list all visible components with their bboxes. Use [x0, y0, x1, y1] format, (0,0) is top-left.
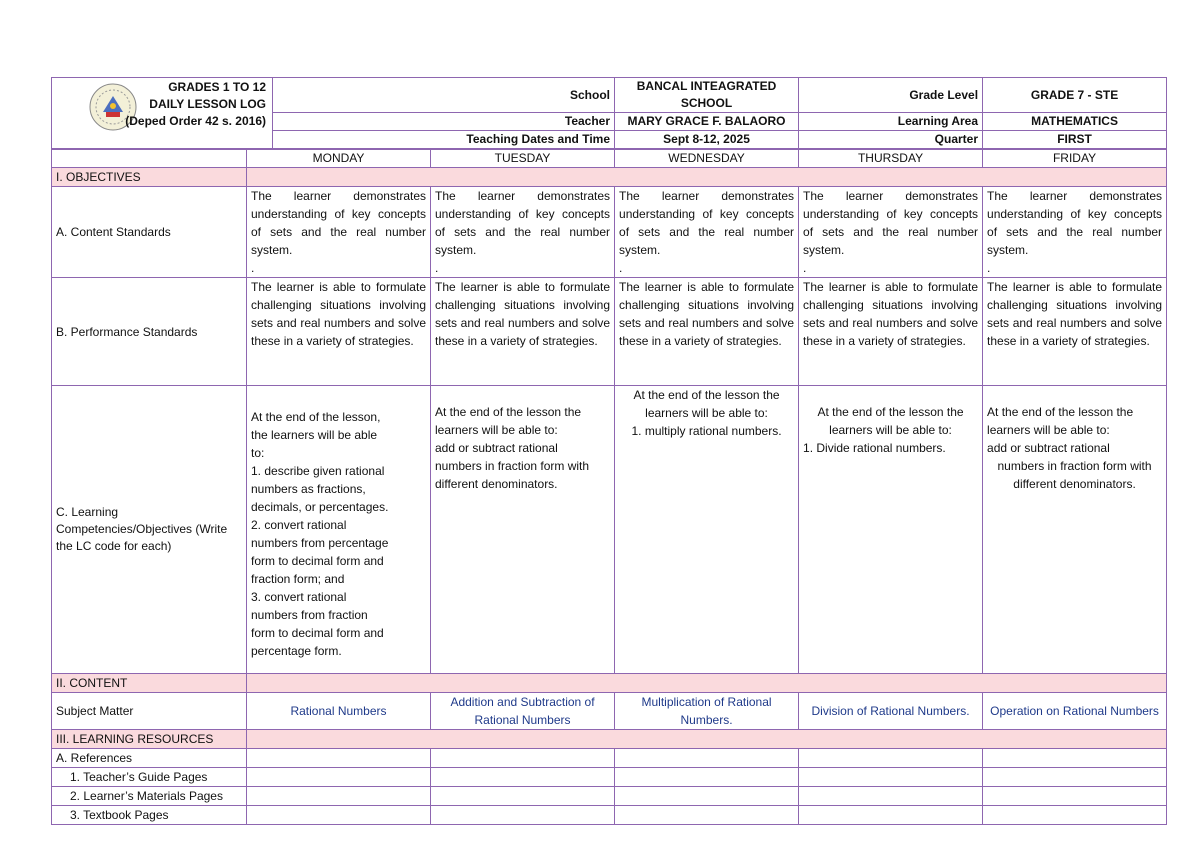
competencies-friday-line: add or subtract rational: [987, 441, 1110, 455]
quarter-label: Quarter: [799, 131, 983, 150]
subject-wednesday: Multiplication of Rational Numbers.: [615, 693, 799, 730]
content-standards-thursday-dot: .: [803, 261, 807, 275]
day-header-row: [52, 149, 1167, 168]
competencies-tuesday-line: add or subtract rational: [435, 441, 558, 455]
school-value: BANCAL INTEAGRATED SCHOOL: [615, 78, 799, 113]
content-standards-row: [52, 187, 1167, 278]
teacher-guide-row: [52, 768, 1167, 787]
references-thursday: [799, 749, 983, 768]
competencies-monday-line: percentage form.: [251, 644, 342, 658]
textbook-thursday: [799, 806, 983, 825]
day-wednesday: WEDNESDAY: [615, 149, 799, 168]
competencies-monday-line: numbers from percentage: [251, 536, 389, 550]
content-standards-friday: [983, 187, 1167, 278]
performance-standards-monday: The learner is able to formulate challenging situations involving sets and real numbers and solve these in a variety of strategies.: [247, 278, 431, 386]
content-standards-label: A. Content Standards: [52, 187, 247, 278]
lesson-log-table: [51, 77, 1167, 825]
competencies-friday-line: At the end of the lesson the: [987, 405, 1134, 419]
references-friday: [983, 749, 1167, 768]
teacher-guide-friday: [983, 768, 1167, 787]
competencies-monday-line: 1. describe given rational: [251, 464, 385, 478]
competencies-friday-line: different denominators.: [1013, 477, 1136, 491]
competencies-tuesday-line: At the end of the lesson the: [435, 405, 582, 419]
subject-thursday: Division of Rational Numbers.: [799, 693, 983, 730]
header-row-school: [52, 78, 1167, 113]
competencies-monday-line: numbers as fractions,: [251, 482, 366, 496]
competencies-monday: [247, 386, 431, 674]
competencies-tuesday-line: different denominators.: [435, 477, 558, 491]
competencies-wednesday-line: At the end of the lesson the: [633, 388, 780, 402]
content-standards-monday: [247, 187, 431, 278]
header-title-cell: [52, 78, 273, 150]
competencies-monday-line: decimals, or percentages.: [251, 500, 389, 514]
references-monday: [247, 749, 431, 768]
teacher-guide-wednesday: [615, 768, 799, 787]
references-wednesday: [615, 749, 799, 768]
competencies-thursday-line: 1. Divide rational numbers.: [803, 441, 946, 455]
day-thursday: THURSDAY: [799, 149, 983, 168]
performance-standards-tuesday: The learner is able to formulate challenging situations involving sets and real numbers and solve these in a variety of strategies.: [431, 278, 615, 386]
competencies-thursday: [799, 386, 983, 674]
competencies-monday-line: At the end of the lesson,: [251, 410, 381, 424]
performance-standards-friday: The learner is able to formulate challenging situations involving sets and real numbers and solve these in a variety of strategies.: [983, 278, 1167, 386]
day-header-blank: [52, 149, 247, 168]
competencies-wednesday: [615, 386, 799, 674]
resources-section-row: [52, 730, 1167, 749]
learner-materials-wednesday: [615, 787, 799, 806]
learner-materials-monday: [247, 787, 431, 806]
content-standards-friday-text: The learner demonstrates understanding of key concepts of sets and the real number system.: [987, 189, 1163, 257]
learner-materials-thursday: [799, 787, 983, 806]
content-section-row: [52, 674, 1167, 693]
competencies-thursday-lines: [803, 386, 978, 457]
performance-standards-label: B. Performance Standards: [52, 278, 247, 386]
grade-label: Grade Level: [799, 78, 983, 113]
learner-materials-row: [52, 787, 1167, 806]
learner-materials-tuesday: [431, 787, 615, 806]
content-section-label: II. CONTENT: [52, 674, 247, 693]
content-standards-monday-dot: .: [251, 261, 255, 275]
dates-value: Sept 8-12, 2025: [615, 131, 799, 150]
learner-materials-label: 2. Learner’s Materials Pages: [52, 787, 247, 806]
competencies-tuesday-line: learners will be able to:: [435, 423, 558, 437]
teacher-value: MARY GRACE F. BALAORO: [615, 113, 799, 131]
competencies-thursday-line: At the end of the lesson the: [817, 405, 964, 419]
area-value: MATHEMATICS: [983, 113, 1167, 131]
title-deped-order: (Deped Order 42 s. 2016): [125, 114, 266, 128]
textbook-label: 3. Textbook Pages: [52, 806, 247, 825]
competencies-monday-line: the learners will be able: [251, 428, 378, 442]
competencies-row: [52, 386, 1167, 674]
competencies-tuesday-lines: [435, 386, 610, 493]
competencies-monday-lines: [251, 399, 426, 660]
content-standards-monday-text: The learner demonstrates understanding of key concepts of sets and the real number system.: [251, 189, 426, 257]
competencies-friday: [983, 386, 1167, 674]
textbook-monday: [247, 806, 431, 825]
resources-section-fill: [247, 730, 1167, 749]
content-standards-tuesday: [431, 187, 615, 278]
subject-tuesday: Addition and Subtraction of Rational Numbers: [431, 693, 615, 730]
competencies-wednesday-line: learners will be able to:: [645, 406, 768, 420]
competencies-monday-line: to:: [251, 446, 265, 460]
subject-matter-row: [52, 693, 1167, 730]
teacher-label: Teacher: [273, 113, 615, 131]
objectives-section-row: [52, 168, 1167, 187]
teacher-guide-monday: [247, 768, 431, 787]
textbook-wednesday: [615, 806, 799, 825]
competencies-thursday-line: learners will be able to:: [829, 423, 952, 437]
references-label: A. References: [52, 749, 247, 768]
dates-label: Teaching Dates and Time: [273, 131, 615, 150]
title-dll: DAILY LESSON LOG: [149, 97, 266, 111]
grade-value: GRADE 7 - STE: [983, 78, 1167, 113]
competencies-friday-lines: [987, 386, 1162, 493]
school-label: School: [273, 78, 615, 113]
competencies-monday-line: 3. convert rational: [251, 590, 347, 604]
objectives-section-fill: [247, 168, 1167, 187]
content-section-fill: [247, 674, 1167, 693]
content-standards-thursday: [799, 187, 983, 278]
performance-standards-row: [52, 278, 1167, 386]
performance-standards-wednesday: The learner is able to formulate challenging situations involving sets and real numbers and solve these in a variety of strategies.: [615, 278, 799, 386]
textbook-friday: [983, 806, 1167, 825]
content-standards-wednesday-dot: .: [619, 261, 623, 275]
objectives-section-label: I. OBJECTIVES: [52, 168, 247, 187]
performance-standards-thursday: The learner is able to formulate challenging situations involving sets and real numbers and solve these in a variety of strategies.: [799, 278, 983, 386]
references-tuesday: [431, 749, 615, 768]
competencies-friday-line: learners will be able to:: [987, 423, 1110, 437]
day-friday: FRIDAY: [983, 149, 1167, 168]
competencies-monday-line: form to decimal form and: [251, 626, 384, 640]
daily-lesson-log: [51, 77, 1166, 825]
competencies-tuesday-line: numbers in fraction form with: [435, 459, 590, 473]
references-row: [52, 749, 1167, 768]
content-standards-tuesday-text: The learner demonstrates understanding of key concepts of sets and the real number system.: [435, 189, 611, 257]
competencies-tuesday: [431, 386, 615, 674]
content-standards-wednesday-text: The learner demonstrates understanding of key concepts of sets and the real number system.: [619, 189, 795, 257]
competencies-label: C. Learning Competencies/Objectives (Write the LC code for each): [52, 386, 247, 674]
competencies-wednesday-lines: [619, 386, 794, 440]
day-tuesday: TUESDAY: [431, 149, 615, 168]
area-label: Learning Area: [799, 113, 983, 131]
teacher-guide-label: 1. Teacher’s Guide Pages: [52, 768, 247, 787]
quarter-value: FIRST: [983, 131, 1167, 150]
competencies-friday-line: numbers in fraction form with: [997, 459, 1152, 473]
content-standards-thursday-text: The learner demonstrates understanding of key concepts of sets and the real number system.: [803, 189, 979, 257]
subject-monday: Rational Numbers: [247, 693, 431, 730]
competencies-monday-line: numbers from fraction: [251, 608, 368, 622]
competencies-monday-line: form to decimal form and: [251, 554, 384, 568]
subject-friday: Operation on Rational Numbers: [983, 693, 1167, 730]
competencies-wednesday-line: 1. multiply rational numbers.: [631, 424, 782, 438]
title-grades: GRADES 1 TO 12: [168, 80, 266, 94]
content-standards-friday-dot: .: [987, 261, 991, 275]
textbook-tuesday: [431, 806, 615, 825]
content-standards-wednesday: [615, 187, 799, 278]
textbook-row: [52, 806, 1167, 825]
competencies-monday-line: fraction form; and: [251, 572, 345, 586]
learner-materials-friday: [983, 787, 1167, 806]
teacher-guide-tuesday: [431, 768, 615, 787]
competencies-monday-line: 2. convert rational: [251, 518, 347, 532]
day-monday: MONDAY: [247, 149, 431, 168]
teacher-guide-thursday: [799, 768, 983, 787]
subject-matter-label: Subject Matter: [52, 693, 247, 730]
resources-section-label: III. LEARNING RESOURCES: [52, 730, 247, 749]
content-standards-tuesday-dot: .: [435, 261, 439, 275]
